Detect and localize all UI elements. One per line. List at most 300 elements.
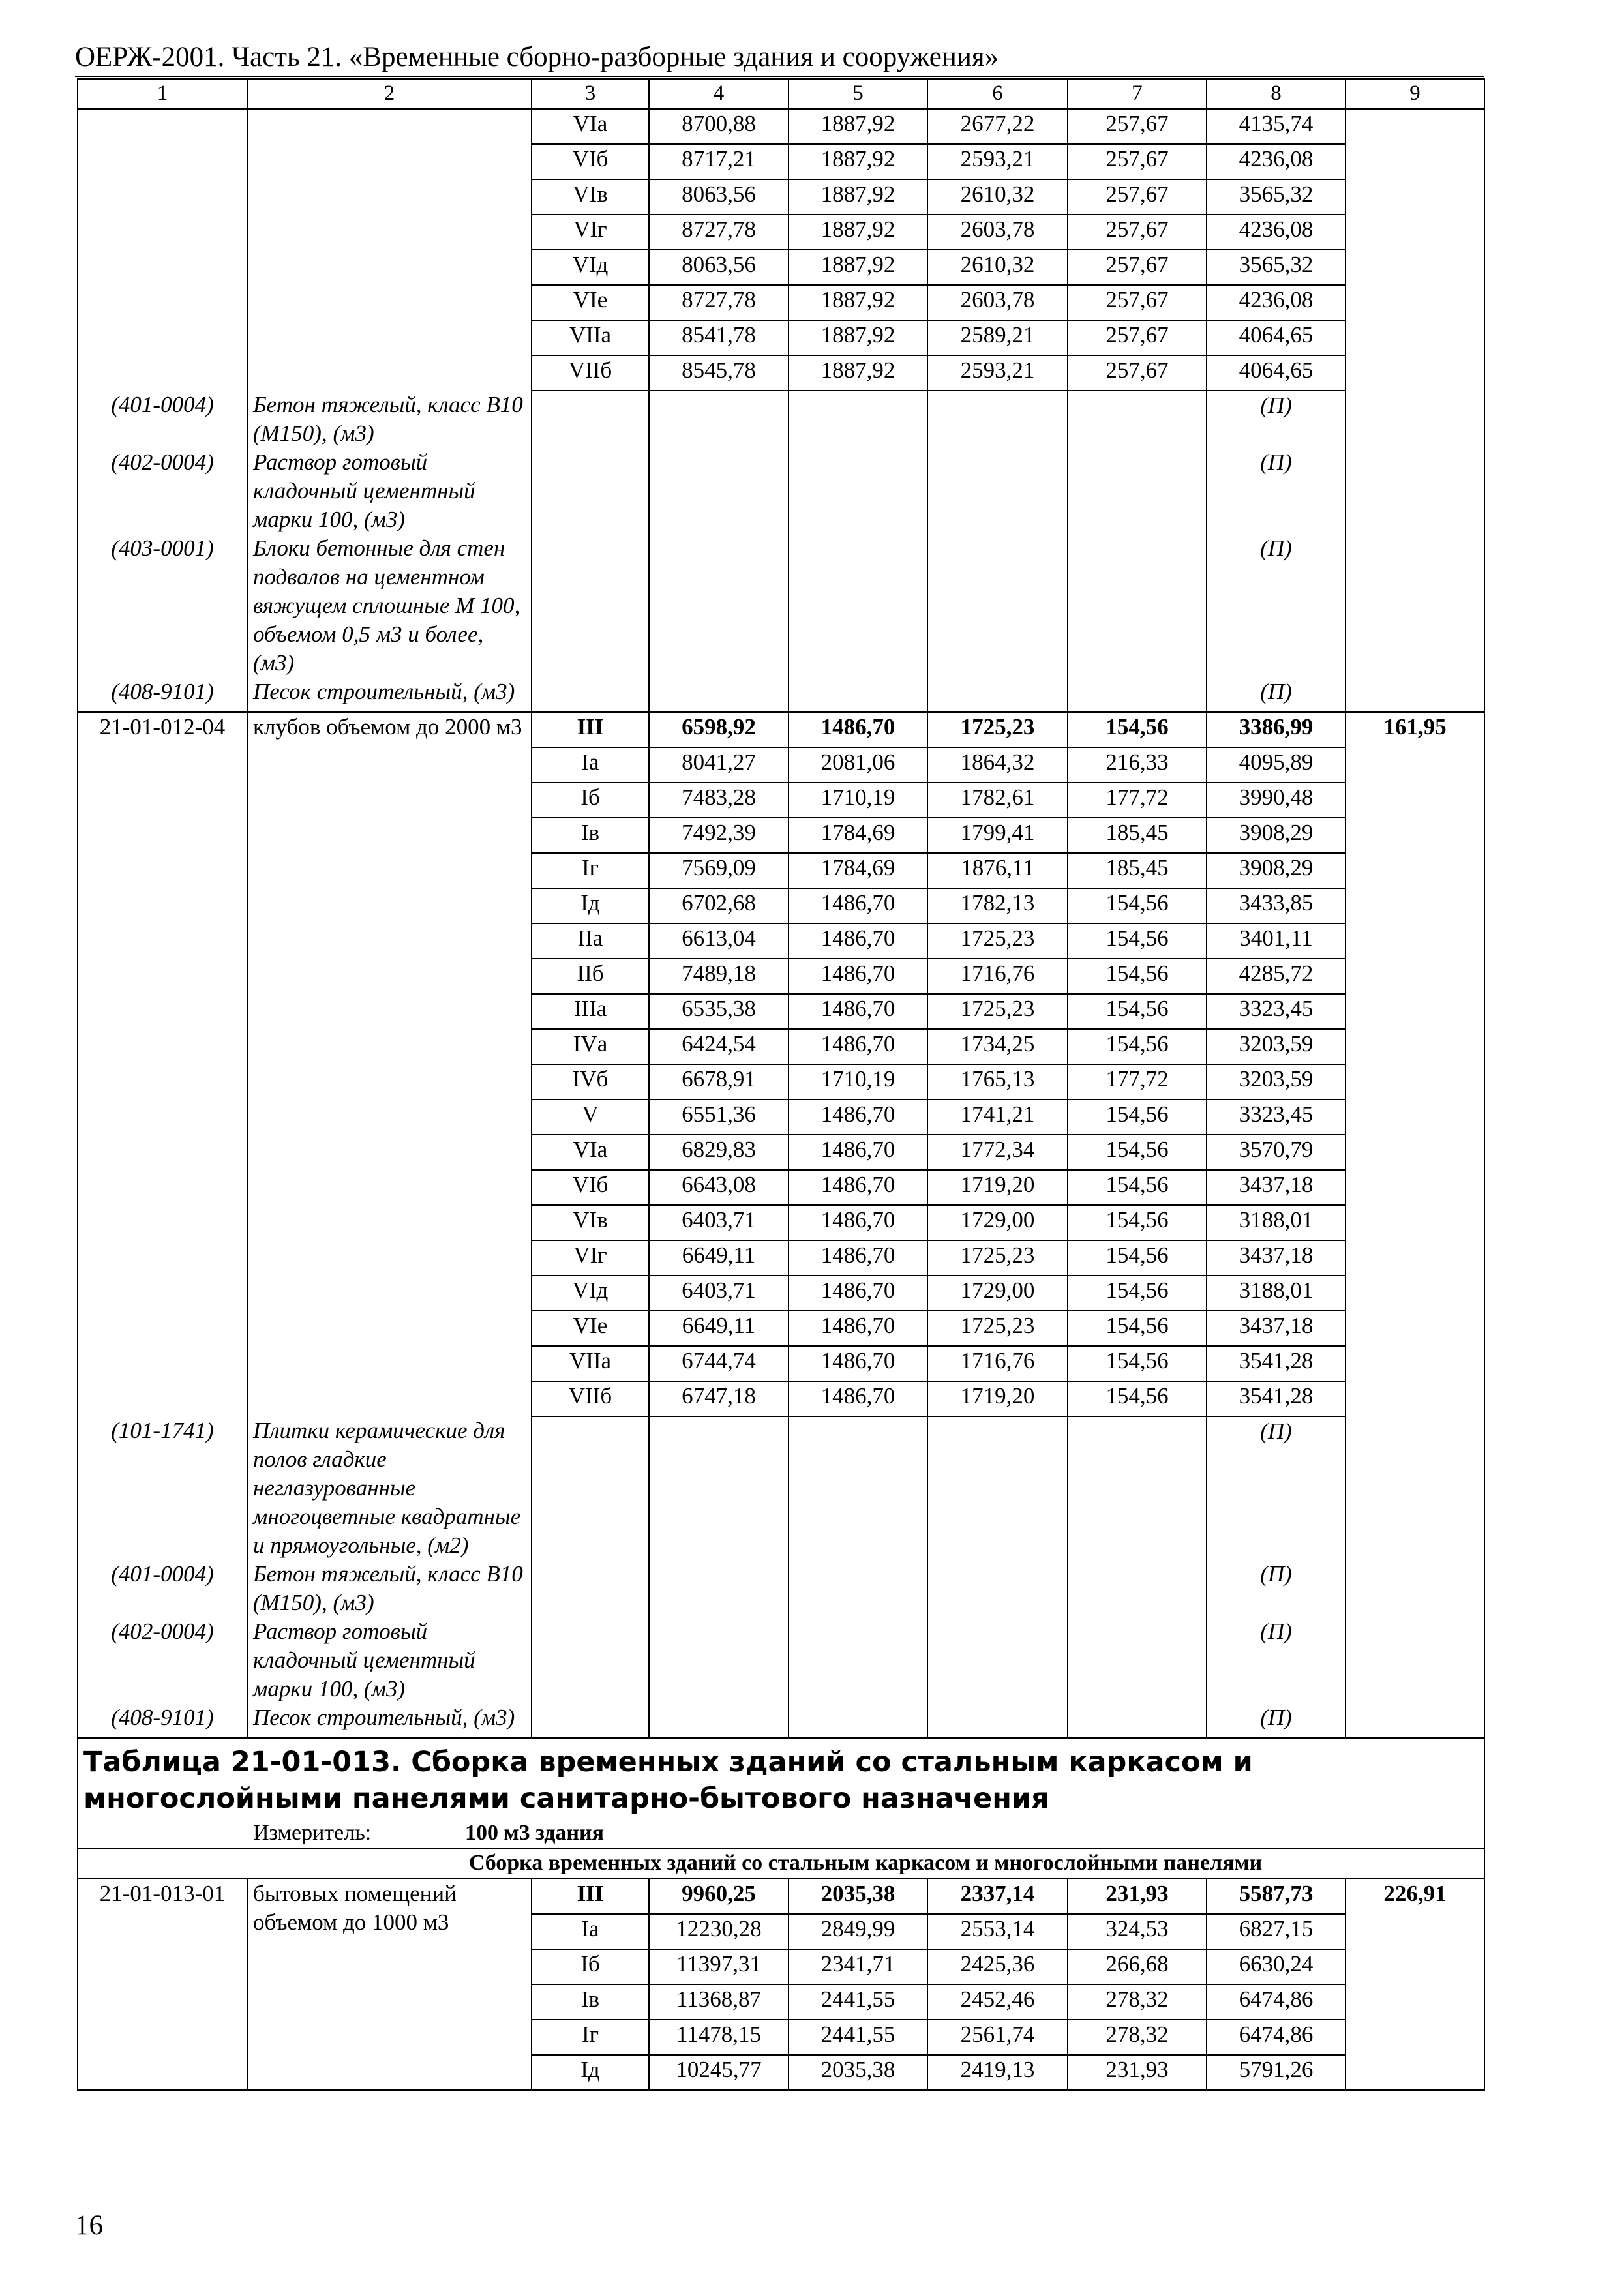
empty-cell [927, 1560, 1068, 1617]
table-row [78, 179, 1484, 215]
table-row [78, 1879, 1484, 1914]
price-cell: 2425,36 [927, 1949, 1068, 1984]
empty-cell [532, 1416, 649, 1560]
item-name [247, 320, 532, 355]
price-cell: 154,56 [1068, 923, 1207, 959]
price-cell: 2419,13 [927, 2055, 1068, 2090]
price-cell: 11478,15 [649, 2020, 789, 2055]
price-cell: 8727,78 [649, 215, 789, 250]
price-cell: 1729,00 [927, 1205, 1068, 1240]
price-cell: 3433,85 [1207, 888, 1346, 923]
price-cell: 8545,78 [649, 355, 789, 391]
material-code: (408-9101) [78, 1703, 247, 1738]
price-cell: 1887,92 [789, 179, 927, 215]
price-cell: 2081,06 [789, 747, 927, 783]
empty-cell [1068, 1617, 1207, 1703]
price-cell: 2603,78 [927, 285, 1068, 320]
price-cell: 2589,21 [927, 320, 1068, 355]
price-cell: 2035,38 [789, 1879, 927, 1914]
item-code: 21-01-012-04 [78, 712, 247, 1416]
empty-cell [78, 1849, 247, 1879]
table-row [78, 109, 1484, 144]
price-cell: 6829,83 [649, 1135, 789, 1170]
price-cell: 1784,69 [789, 818, 927, 853]
region-zone: IVа [532, 1029, 649, 1064]
price-cell: 2610,32 [927, 179, 1068, 215]
material-name: Блоки бетонные для стен подвалов на цементном вяжущем сплошные М 100, объемом 0,5 м3 и более, (м3) [247, 534, 532, 678]
empty-cell [1068, 678, 1207, 712]
region-zone: IIб [532, 959, 649, 994]
price-cell: 1725,23 [927, 994, 1068, 1029]
price-cell: 5791,26 [1207, 2055, 1346, 2090]
price-cell: 3565,32 [1207, 179, 1346, 215]
price-cell: 1486,70 [789, 923, 927, 959]
price-cell: 3437,18 [1207, 1170, 1346, 1205]
region-zone: Iд [532, 2055, 649, 2090]
region-zone: Iг [532, 2020, 649, 2055]
empty-cell [532, 534, 649, 678]
item-name [247, 179, 532, 215]
measure-cell [78, 1819, 1484, 1849]
price-cell: 4064,65 [1207, 320, 1346, 355]
region-zone: Iа [532, 747, 649, 783]
price-cell: 6474,86 [1207, 1984, 1346, 2020]
region-zone: VIд [532, 1276, 649, 1311]
region-zone: VIIа [532, 320, 649, 355]
table-title-row [78, 1738, 1484, 1819]
labor-cost [1346, 215, 1484, 250]
empty-cell [927, 391, 1068, 448]
empty-cell [1346, 678, 1484, 712]
price-cell: 7569,09 [649, 853, 789, 888]
price-cell: 1782,13 [927, 888, 1068, 923]
region-zone: VIа [532, 1135, 649, 1170]
price-cell: 154,56 [1068, 1240, 1207, 1276]
price-cell: 266,68 [1068, 1949, 1207, 1984]
labor-cost: 226,91 [1346, 1879, 1484, 2090]
price-cell: 1486,70 [789, 1311, 927, 1346]
column-number: 5 [789, 79, 927, 109]
empty-cell [1068, 448, 1207, 534]
column-number: 6 [927, 79, 1068, 109]
price-cell: 6474,86 [1207, 2020, 1346, 2055]
material-value: (П) [1207, 391, 1346, 448]
empty-cell [1346, 1703, 1484, 1738]
empty-cell [649, 1416, 789, 1560]
material-code: (403-0001) [78, 534, 247, 678]
empty-cell [927, 534, 1068, 678]
price-cell: 1486,70 [789, 1346, 927, 1381]
labor-cost [1346, 109, 1484, 144]
price-cell: 6598,92 [649, 712, 789, 747]
column-number: 8 [1207, 79, 1346, 109]
table-row [78, 215, 1484, 250]
price-cell: 1725,23 [927, 1240, 1068, 1276]
price-cell: 1710,19 [789, 1064, 927, 1100]
price-cell: 1486,70 [789, 1100, 927, 1135]
empty-cell [1068, 1560, 1207, 1617]
price-cell: 3203,59 [1207, 1064, 1346, 1100]
item-code [78, 109, 247, 144]
price-cell: 5587,73 [1207, 1879, 1346, 1914]
price-cell: 1719,20 [927, 1381, 1068, 1416]
price-cell: 1710,19 [789, 783, 927, 818]
region-zone: Iг [532, 853, 649, 888]
column-number-row [78, 79, 1484, 109]
price-cell: 3565,32 [1207, 250, 1346, 285]
labor-cost [1346, 355, 1484, 391]
price-cell: 257,67 [1068, 179, 1207, 215]
region-zone: VIб [532, 1170, 649, 1205]
empty-cell [649, 1703, 789, 1738]
empty-cell [649, 391, 789, 448]
price-cell: 177,72 [1068, 783, 1207, 818]
price-cell: 154,56 [1068, 959, 1207, 994]
material-name: Раствор готовый кладочный цементный марки 100, (м3) [247, 448, 532, 534]
empty-cell [789, 391, 927, 448]
column-number: 9 [1346, 79, 1484, 109]
material-code: (401-0004) [78, 391, 247, 448]
region-zone: Iв [532, 818, 649, 853]
price-cell: 3541,28 [1207, 1381, 1346, 1416]
item-name [247, 285, 532, 320]
region-zone: VIб [532, 144, 649, 179]
price-cell: 6551,36 [649, 1100, 789, 1135]
price-cell: 2849,99 [789, 1914, 927, 1949]
price-cell: 6747,18 [649, 1381, 789, 1416]
price-cell: 2593,21 [927, 144, 1068, 179]
price-cell: 154,56 [1068, 1276, 1207, 1311]
table-row [78, 355, 1484, 391]
price-cell: 1725,23 [927, 923, 1068, 959]
item-code [78, 250, 247, 285]
item-code: 21-01-013-01 [78, 1879, 247, 2090]
empty-cell [1068, 1416, 1207, 1560]
price-cell: 154,56 [1068, 1346, 1207, 1381]
price-cell: 154,56 [1068, 1311, 1207, 1346]
price-cell: 1486,70 [789, 959, 927, 994]
empty-cell [789, 448, 927, 534]
price-cell: 154,56 [1068, 712, 1207, 747]
region-zone: VIд [532, 250, 649, 285]
region-zone: VIе [532, 1311, 649, 1346]
table-row [78, 250, 1484, 285]
price-cell: 2561,74 [927, 2020, 1068, 2055]
empty-cell [532, 391, 649, 448]
price-cell: 1725,23 [927, 1311, 1068, 1346]
empty-cell [789, 678, 927, 712]
price-cell: 1799,41 [927, 818, 1068, 853]
item-code [78, 215, 247, 250]
price-cell: 154,56 [1068, 1170, 1207, 1205]
measure-value: 100 м3 здания [465, 1821, 604, 1845]
estimate-table [77, 78, 1485, 2091]
material-value: (П) [1207, 1560, 1346, 1617]
price-cell: 1782,61 [927, 783, 1068, 818]
empty-cell [1346, 448, 1484, 534]
price-cell: 3401,11 [1207, 923, 1346, 959]
price-cell: 1741,21 [927, 1100, 1068, 1135]
price-cell: 2603,78 [927, 215, 1068, 250]
region-zone: Iб [532, 1949, 649, 1984]
price-cell: 6613,04 [649, 923, 789, 959]
price-cell: 257,67 [1068, 250, 1207, 285]
price-cell: 1486,70 [789, 1170, 927, 1205]
material-name: Бетон тяжелый, класс В10 (М150), (м3) [247, 391, 532, 448]
price-cell: 3188,01 [1207, 1276, 1346, 1311]
price-cell: 154,56 [1068, 994, 1207, 1029]
price-cell: 8063,56 [649, 250, 789, 285]
column-number: 1 [78, 79, 247, 109]
price-cell: 1486,70 [789, 994, 927, 1029]
price-cell: 1729,00 [927, 1276, 1068, 1311]
price-cell: 1887,92 [789, 215, 927, 250]
region-zone: VIг [532, 215, 649, 250]
empty-cell [789, 534, 927, 678]
material-value: (П) [1207, 448, 1346, 534]
price-cell: 3570,79 [1207, 1135, 1346, 1170]
item-code [78, 179, 247, 215]
price-cell: 154,56 [1068, 888, 1207, 923]
empty-cell [649, 678, 789, 712]
price-cell: 4236,08 [1207, 285, 1346, 320]
material-name: Плитки керамические для полов гладкие неглазурованные многоцветные квадратные и прямоугольные, (м2) [247, 1416, 532, 1560]
price-cell: 2341,71 [789, 1949, 927, 1984]
region-zone: Iб [532, 783, 649, 818]
price-cell: 4095,89 [1207, 747, 1346, 783]
region-zone: VIIб [532, 355, 649, 391]
price-cell: 1734,25 [927, 1029, 1068, 1064]
empty-cell [532, 1703, 649, 1738]
price-cell: 6403,71 [649, 1276, 789, 1311]
labor-cost [1346, 285, 1484, 320]
material-row [78, 534, 1484, 678]
price-cell: 1887,92 [789, 320, 927, 355]
price-cell: 8541,78 [649, 320, 789, 355]
table-row [78, 144, 1484, 179]
section-subtitle: Сборка временных зданий со стальным каркасом и многослойными панелями [247, 1849, 1484, 1879]
material-code: (401-0004) [78, 1560, 247, 1617]
material-value: (П) [1207, 534, 1346, 678]
price-cell: 257,67 [1068, 109, 1207, 144]
price-cell: 257,67 [1068, 320, 1207, 355]
price-cell: 11368,87 [649, 1984, 789, 2020]
table-row [78, 285, 1484, 320]
price-cell: 1486,70 [789, 1205, 927, 1240]
empty-cell [1346, 1416, 1484, 1560]
price-cell: 1716,76 [927, 1346, 1068, 1381]
empty-cell [1346, 1617, 1484, 1703]
price-cell: 9960,25 [649, 1879, 789, 1914]
price-cell: 11397,31 [649, 1949, 789, 1984]
table-row [78, 712, 1484, 747]
empty-cell [1346, 534, 1484, 678]
price-cell: 216,33 [1068, 747, 1207, 783]
subtitle-row [78, 1849, 1484, 1879]
price-cell: 278,32 [1068, 1984, 1207, 2020]
empty-cell [1346, 1560, 1484, 1617]
item-name [247, 355, 532, 391]
empty-cell [532, 1617, 649, 1703]
material-value: (П) [1207, 678, 1346, 712]
price-cell: 324,53 [1068, 1914, 1207, 1949]
price-cell: 1486,70 [789, 1381, 927, 1416]
empty-cell [789, 1416, 927, 1560]
labor-cost [1346, 320, 1484, 355]
empty-cell [789, 1617, 927, 1703]
region-zone: Iв [532, 1984, 649, 2020]
region-zone: IIIа [532, 994, 649, 1029]
price-cell: 8700,88 [649, 109, 789, 144]
price-cell: 1784,69 [789, 853, 927, 888]
labor-cost [1346, 179, 1484, 215]
price-cell: 4236,08 [1207, 144, 1346, 179]
price-cell: 154,56 [1068, 1100, 1207, 1135]
price-cell: 1765,13 [927, 1064, 1068, 1100]
material-code: (408-9101) [78, 678, 247, 712]
column-number: 7 [1068, 79, 1207, 109]
item-name: бытовых помещений объемом до 1000 м3 [247, 1879, 532, 2090]
empty-cell [789, 1560, 927, 1617]
price-cell: 2035,38 [789, 2055, 927, 2090]
price-cell: 4135,74 [1207, 109, 1346, 144]
price-cell: 1719,20 [927, 1170, 1068, 1205]
material-code: (101-1741) [78, 1416, 247, 1560]
material-value: (П) [1207, 1416, 1346, 1560]
price-cell: 4236,08 [1207, 215, 1346, 250]
price-cell: 1486,70 [789, 1276, 927, 1311]
column-number: 4 [649, 79, 789, 109]
price-cell: 257,67 [1068, 144, 1207, 179]
price-cell: 231,93 [1068, 2055, 1207, 2090]
price-cell: 3188,01 [1207, 1205, 1346, 1240]
price-cell: 1486,70 [789, 1135, 927, 1170]
material-name: Песок строительный, (м3) [247, 678, 532, 712]
price-cell: 6678,91 [649, 1064, 789, 1100]
price-cell: 1887,92 [789, 109, 927, 144]
price-cell: 6630,24 [1207, 1949, 1346, 1984]
material-name: Бетон тяжелый, класс В10 (М150), (м3) [247, 1560, 532, 1617]
region-zone: V [532, 1100, 649, 1135]
table-title: Таблица 21-01-013. Сборка временных зданий со стальным каркасом и многослойными панелями санитарно-бытового назначения [78, 1738, 1484, 1819]
price-cell: 3437,18 [1207, 1240, 1346, 1276]
price-cell: 1486,70 [789, 1240, 927, 1276]
price-cell: 7489,18 [649, 959, 789, 994]
price-cell: 7483,28 [649, 783, 789, 818]
price-cell: 154,56 [1068, 1135, 1207, 1170]
material-row [78, 391, 1484, 448]
price-cell: 3203,59 [1207, 1029, 1346, 1064]
region-zone: VIг [532, 1240, 649, 1276]
empty-cell [649, 448, 789, 534]
empty-cell [927, 1416, 1068, 1560]
material-value: (П) [1207, 1617, 1346, 1703]
region-zone: VIе [532, 285, 649, 320]
price-cell: 257,67 [1068, 285, 1207, 320]
price-cell: 2553,14 [927, 1914, 1068, 1949]
item-code [78, 320, 247, 355]
price-cell: 8063,56 [649, 179, 789, 215]
empty-cell [649, 534, 789, 678]
item-code [78, 285, 247, 320]
price-cell: 278,32 [1068, 2020, 1207, 2055]
price-cell: 2441,55 [789, 1984, 927, 2020]
price-cell: 1772,34 [927, 1135, 1068, 1170]
table-row [78, 320, 1484, 355]
price-cell: 2441,55 [789, 2020, 927, 2055]
price-cell: 6424,54 [649, 1029, 789, 1064]
price-cell: 6744,74 [649, 1346, 789, 1381]
material-name: Песок строительный, (м3) [247, 1703, 532, 1738]
price-cell: 1486,70 [789, 1029, 927, 1064]
region-zone: VIа [532, 109, 649, 144]
empty-cell [1068, 391, 1207, 448]
material-row [78, 1416, 1484, 1560]
region-zone: III [532, 712, 649, 747]
material-row [78, 1703, 1484, 1738]
price-cell: 1887,92 [789, 355, 927, 391]
region-zone: VIв [532, 1205, 649, 1240]
price-cell: 4064,65 [1207, 355, 1346, 391]
region-zone: III [532, 1879, 649, 1914]
empty-cell [789, 1703, 927, 1738]
price-cell: 154,56 [1068, 1205, 1207, 1240]
price-cell: 3908,29 [1207, 853, 1346, 888]
material-code: (402-0004) [78, 1617, 247, 1703]
price-cell: 3541,28 [1207, 1346, 1346, 1381]
price-cell: 1725,23 [927, 712, 1068, 747]
empty-cell [1068, 1703, 1207, 1738]
price-cell: 4285,72 [1207, 959, 1346, 994]
empty-cell [649, 1560, 789, 1617]
column-number: 3 [532, 79, 649, 109]
column-number: 2 [247, 79, 532, 109]
price-cell: 2593,21 [927, 355, 1068, 391]
item-name: клубов объемом до 2000 м3 [247, 712, 532, 1416]
price-cell: 154,56 [1068, 1381, 1207, 1416]
material-row [78, 678, 1484, 712]
price-cell: 1887,92 [789, 144, 927, 179]
empty-cell [649, 1617, 789, 1703]
price-cell: 1864,32 [927, 747, 1068, 783]
material-name: Раствор готовый кладочный цементный марки 100, (м3) [247, 1617, 532, 1703]
price-cell: 6702,68 [649, 888, 789, 923]
price-cell: 6649,11 [649, 1311, 789, 1346]
price-cell: 6403,71 [649, 1205, 789, 1240]
price-cell: 6827,15 [1207, 1914, 1346, 1949]
price-cell: 1887,92 [789, 285, 927, 320]
material-code: (402-0004) [78, 448, 247, 534]
price-cell: 3908,29 [1207, 818, 1346, 853]
price-cell: 2452,46 [927, 1984, 1068, 2020]
price-cell: 257,67 [1068, 215, 1207, 250]
measure-row [78, 1819, 1484, 1849]
empty-cell [927, 678, 1068, 712]
price-cell: 10245,77 [649, 2055, 789, 2090]
price-cell: 154,56 [1068, 1029, 1207, 1064]
item-name [247, 109, 532, 144]
price-cell: 257,67 [1068, 355, 1207, 391]
price-cell: 185,45 [1068, 853, 1207, 888]
empty-cell [532, 678, 649, 712]
price-cell: 177,72 [1068, 1064, 1207, 1100]
empty-cell [927, 1617, 1068, 1703]
labor-cost: 161,95 [1346, 712, 1484, 1416]
empty-cell [927, 1703, 1068, 1738]
labor-cost [1346, 144, 1484, 179]
item-name [247, 250, 532, 285]
empty-cell [532, 448, 649, 534]
